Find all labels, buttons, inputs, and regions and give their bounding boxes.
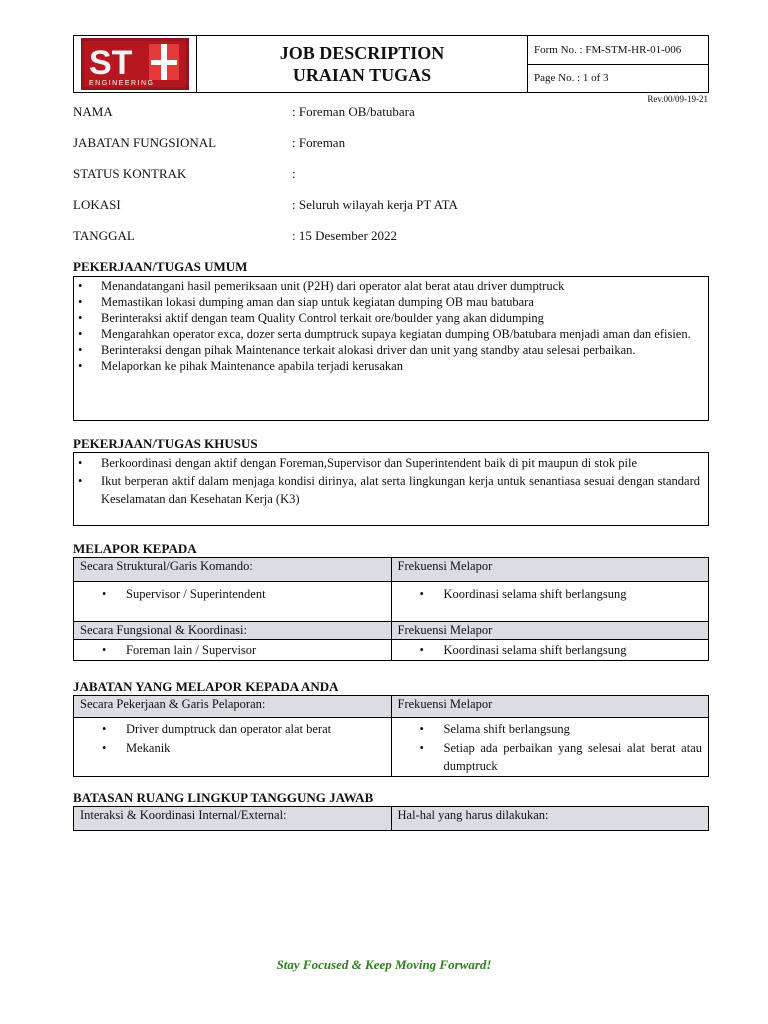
bullet-icon: • xyxy=(102,587,107,601)
info-row-nama xyxy=(73,104,709,135)
section-title-tugas-umum: PEKERJAAN/TUGAS UMUM xyxy=(73,259,248,274)
table-header-cell: Frekuensi Melapor xyxy=(391,622,709,640)
bullet-icon: • xyxy=(78,456,83,470)
list-item: • Berinteraksi dengan pihak Maintenance terkait alokasi driver dan unit yang standby atau selesai perbaikan. xyxy=(78,343,636,357)
info-row-lokasi xyxy=(73,197,709,228)
info-label: TANGGAL xyxy=(73,228,135,243)
info-value: : Foreman OB/batubara xyxy=(292,104,415,119)
section-title-tugas-khusus: PEKERJAAN/TUGAS KHUSUS xyxy=(73,436,258,451)
info-value: : Foreman xyxy=(292,135,346,150)
section-title-batasan: BATASAN RUANG LINGKUP TANGGUNG JAWAB xyxy=(73,790,374,805)
list-item: • Ikut berperan aktif dalam menjaga kondisi dirinya, alat serta lingkungan kerja untuk senantiasa sesuai dengan standard Keselamatan dan Kesehatan Kerja (K3) xyxy=(78,474,700,506)
list-item: • Memastikan lokasi dumping aman dan siap untuk kegiatan dumping OB mau batubara xyxy=(78,295,534,309)
bullet-icon: • xyxy=(419,587,424,601)
info-label: STATUS KONTRAK xyxy=(73,166,187,181)
list-item: • Berinteraksi aktif dengan team Quality Control terkait ore/boulder yang akan didumping xyxy=(78,311,544,325)
list-item: • Menandatangani hasil pemeriksaan unit (P2H) dari operator alat berat atau driver dumptruck xyxy=(78,279,565,293)
document-title xyxy=(197,36,528,92)
svg-text:ENGINEERING: ENGINEERING xyxy=(89,80,155,87)
table-header-cell: Interaksi & Koordinasi Internal/External: xyxy=(74,807,392,831)
info-value: : Seluruh wilayah kerja PT ATA xyxy=(292,197,458,212)
info-row-tanggal xyxy=(73,228,709,259)
info-label: NAMA xyxy=(73,104,113,119)
svg-text:ST: ST xyxy=(89,44,133,82)
list-item: • Mengarahkan operator exca, dozer serta dumptruck supaya kegiatan dumping OB/batubara menjadi aman dan efisien. xyxy=(78,327,691,341)
info-row-status xyxy=(73,166,709,197)
batasan-table xyxy=(73,806,709,831)
bullet-icon: • xyxy=(78,295,83,309)
bullet-icon: • xyxy=(102,643,107,657)
table-header-cell: Hal-hal yang harus dilakukan: xyxy=(391,807,709,831)
footer-slogan: Stay Focused & Keep Moving Forward! xyxy=(276,957,492,972)
table-cell: • Selama shift berlangsung • Setiap ada perbaikan yang selesai alat berat atau dumptruck xyxy=(391,718,709,777)
section-title-melapor: MELAPOR KEPADA xyxy=(73,541,197,556)
table-cell: • Koordinasi selama shift berlangsung xyxy=(391,582,709,622)
table-cell: • Koordinasi selama shift berlangsung xyxy=(391,640,709,661)
revision-number: Rev.00/09-19-21 xyxy=(647,94,708,104)
info-label: LOKASI xyxy=(73,197,121,212)
bullet-icon: • xyxy=(78,343,83,357)
bullet-icon: • xyxy=(78,279,83,293)
tugas-umum-box xyxy=(73,276,709,421)
form-meta xyxy=(528,36,708,92)
table-cell: • Foreman lain / Supervisor xyxy=(74,640,392,661)
jabatan-table xyxy=(73,695,709,777)
table-cell: • Driver dumptruck dan operator alat berat • Mekanik xyxy=(74,718,392,777)
title-line-1: JOB DESCRIPTION xyxy=(279,43,445,63)
bullet-icon: • xyxy=(78,474,83,488)
table-header-cell: Frekuensi Melapor xyxy=(391,558,709,582)
table-header-cell: Secara Struktural/Garis Komando: xyxy=(74,558,392,582)
bullet-icon: • xyxy=(102,722,107,736)
info-value: : xyxy=(292,166,296,181)
info-value: : 15 Desember 2022 xyxy=(292,228,398,243)
bullet-icon: • xyxy=(78,359,83,373)
page-number: Page No. : 1 of 3 xyxy=(528,64,708,93)
table-cell: • Supervisor / Superintendent xyxy=(74,582,392,622)
document-header xyxy=(73,35,709,93)
st-engineering-logo-icon xyxy=(81,38,189,90)
list-item: • Melaporkan ke pihak Maintenance apabila terjadi kerusakan xyxy=(78,359,403,373)
bullet-icon: • xyxy=(419,741,424,755)
bullet-icon: • xyxy=(78,327,83,341)
tugas-khusus-box xyxy=(73,452,709,526)
bullet-icon: • xyxy=(102,741,107,755)
table-header-cell: Frekuensi Melapor xyxy=(391,696,709,718)
bullet-icon: • xyxy=(78,311,83,325)
bullet-icon: • xyxy=(419,722,424,736)
company-logo xyxy=(74,36,197,92)
info-row-jabatan xyxy=(73,135,709,166)
title-line-2: URAIAN TUGAS xyxy=(292,65,432,85)
info-label: JABATAN FUNGSIONAL xyxy=(73,135,217,150)
section-title-jabatan: JABATAN YANG MELAPOR KEPADA ANDA xyxy=(73,679,339,694)
table-header-cell: Secara Pekerjaan & Garis Pelaporan: xyxy=(74,696,392,718)
form-number: Form No. : FM-STM-HR-01-006 xyxy=(534,43,682,56)
list-item: • Berkoordinasi dengan aktif dengan Foreman,Supervisor dan Superintendent baik di pit maupun di stok pile xyxy=(78,456,638,470)
bullet-icon: • xyxy=(419,643,424,657)
table-header-cell: Secara Fungsional & Koordinasi: xyxy=(74,622,392,640)
melapor-table xyxy=(73,557,709,661)
info-fields xyxy=(73,104,709,259)
